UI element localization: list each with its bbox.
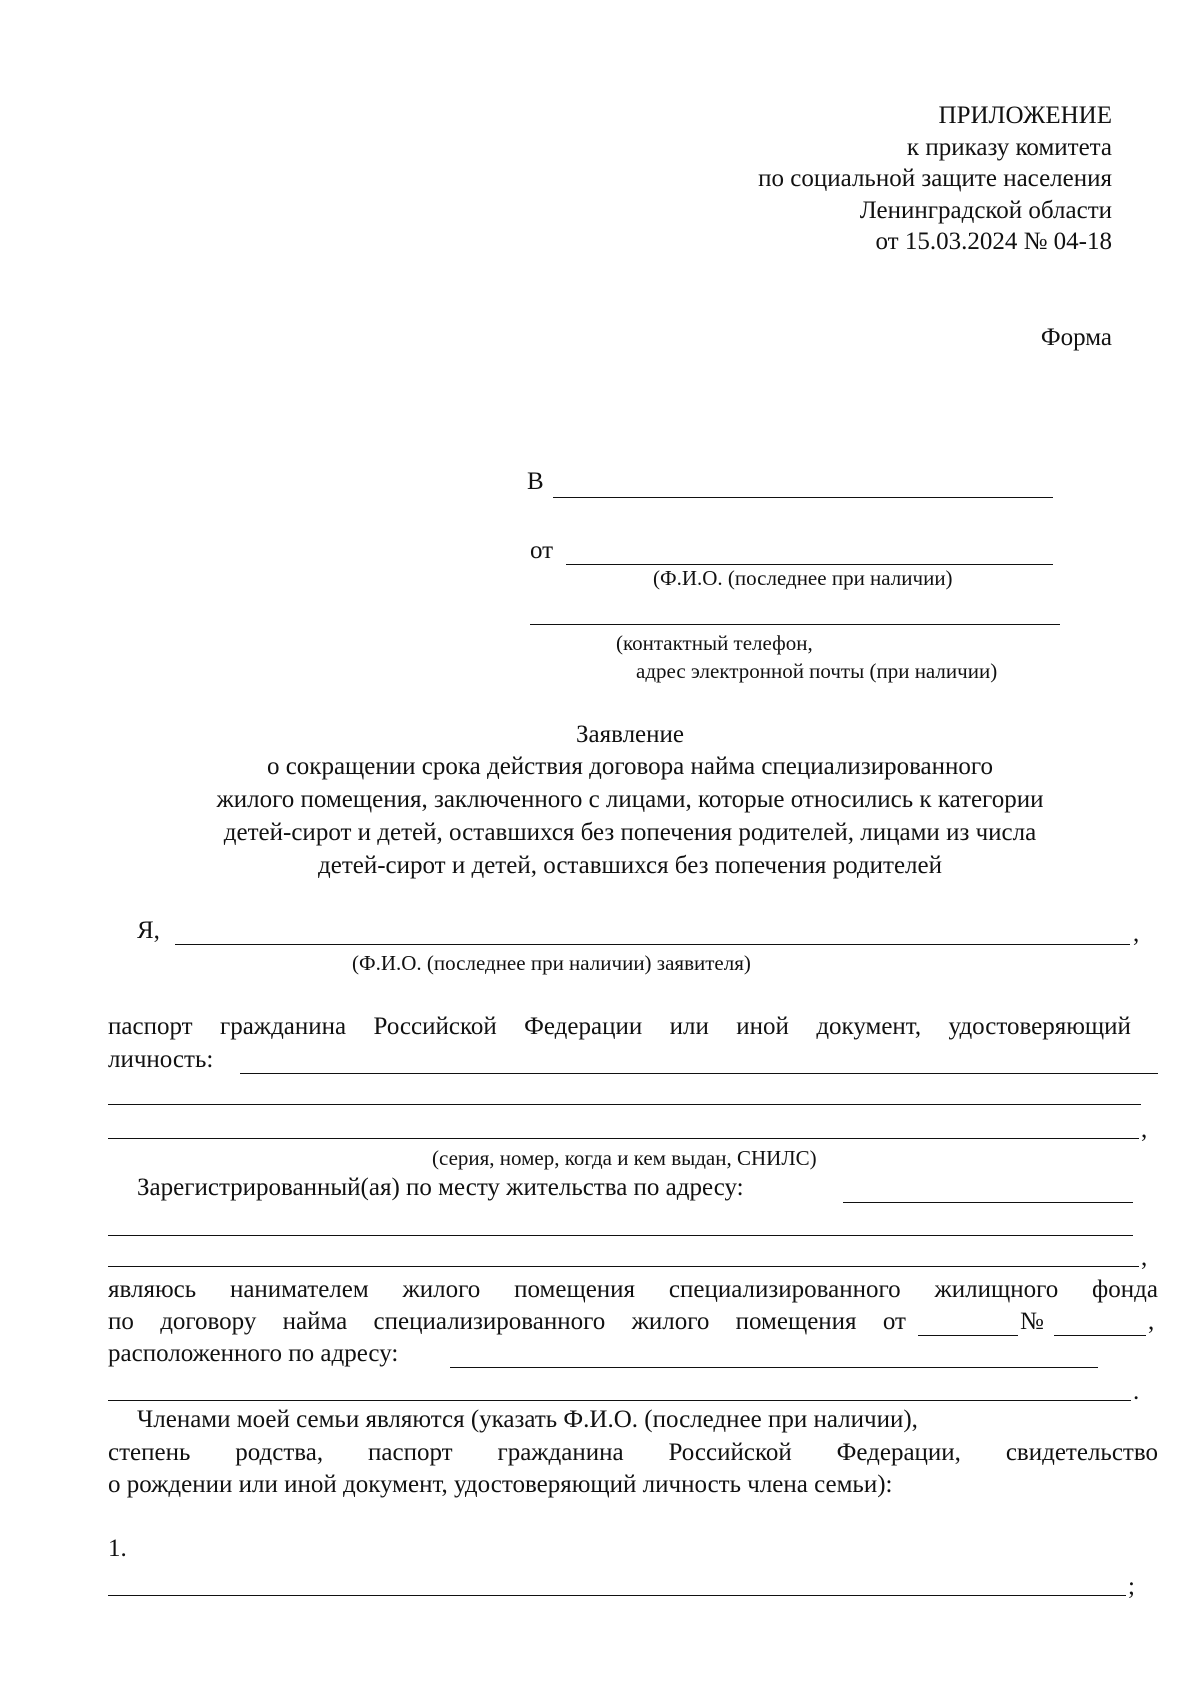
registered-comma: , bbox=[1141, 1244, 1148, 1271]
appendix-heading: ПРИЛОЖЕНИЕ bbox=[938, 102, 1112, 129]
word: фонда bbox=[1092, 1276, 1158, 1303]
located-period: . bbox=[1133, 1378, 1140, 1405]
appendix-region-line: Ленинградской области bbox=[859, 197, 1112, 224]
word: найма bbox=[282, 1308, 348, 1335]
registered-field-line-2[interactable] bbox=[108, 1235, 1133, 1236]
i-prefix: Я, bbox=[137, 917, 160, 944]
appendix-committee-line: по социальной защите населения bbox=[758, 165, 1112, 192]
family-line-2 bbox=[108, 1438, 1158, 1468]
from-fio-hint: (Ф.И.О. (последнее при наличии) bbox=[653, 566, 953, 590]
application-subject-line-2: жилого помещения, заключенного с лицами, которые относились к категории bbox=[216, 786, 1044, 813]
registered-field-line-1[interactable] bbox=[843, 1202, 1133, 1203]
word: договору bbox=[160, 1308, 257, 1335]
word: Федерации bbox=[524, 1013, 643, 1040]
identity-prefix: личность: bbox=[108, 1046, 214, 1073]
word: гражданина bbox=[497, 1439, 624, 1466]
located-field-line-1[interactable] bbox=[450, 1367, 1098, 1368]
applicant-fio-hint: (Ф.И.О. (последнее при наличии) заявителя) bbox=[352, 951, 751, 975]
word: жилищного bbox=[934, 1276, 1059, 1303]
word: помещения bbox=[735, 1308, 857, 1335]
word: Российской bbox=[668, 1439, 792, 1466]
word: являюсь bbox=[108, 1276, 197, 1303]
located-label: расположенного по адресу: bbox=[108, 1340, 399, 1367]
word: паспорт bbox=[368, 1439, 453, 1466]
identity-field-line-1[interactable] bbox=[240, 1073, 1158, 1074]
applicant-fio-line[interactable] bbox=[175, 944, 1130, 945]
word: Российской bbox=[373, 1013, 497, 1040]
family-item-number: 1. bbox=[108, 1535, 127, 1562]
word: специализированного bbox=[373, 1308, 606, 1335]
identity-field-line-3[interactable] bbox=[108, 1138, 1139, 1139]
word: удостоверяющий bbox=[948, 1013, 1131, 1040]
word: специализированного bbox=[668, 1276, 901, 1303]
registered-field-line-3[interactable] bbox=[108, 1266, 1139, 1267]
contract-line bbox=[108, 1307, 906, 1337]
contract-number-line[interactable] bbox=[1054, 1335, 1146, 1336]
word: помещения bbox=[514, 1276, 636, 1303]
passport-line bbox=[108, 1012, 1131, 1042]
word: степень bbox=[108, 1439, 191, 1466]
contract-number-sign: № bbox=[1020, 1308, 1044, 1335]
applicant-comma: , bbox=[1133, 920, 1140, 947]
word: документ, bbox=[816, 1013, 922, 1040]
word: от bbox=[882, 1308, 906, 1335]
application-subject-line-1: о сокращении срока действия договора найма специализированного bbox=[266, 753, 994, 780]
appendix-date-number: от 15.03.2024 № 04-18 bbox=[875, 228, 1112, 255]
contact-hint-phone: (контактный телефон, bbox=[616, 631, 813, 655]
word: гражданина bbox=[219, 1013, 347, 1040]
contract-comma: , bbox=[1148, 1308, 1155, 1335]
family-line-3: о рождении или иной документ, удостоверяющий личность члена семьи): bbox=[108, 1471, 893, 1498]
family-item-1-line[interactable] bbox=[108, 1595, 1126, 1596]
appendix-order-line: к приказу комитета bbox=[906, 134, 1112, 161]
family-item-semicolon: ; bbox=[1128, 1573, 1135, 1600]
word: иной bbox=[736, 1013, 789, 1040]
registered-label: Зарегистрированный(ая) по месту жительства по адресу: bbox=[137, 1174, 744, 1201]
word: свидетельство bbox=[1005, 1439, 1158, 1466]
contact-field-line[interactable] bbox=[530, 624, 1060, 625]
located-field-line-2[interactable] bbox=[108, 1400, 1131, 1401]
application-subject-line-4: детей-сирот и детей, оставшихся без попечения родителей bbox=[318, 852, 942, 879]
identity-comma: , bbox=[1141, 1116, 1148, 1143]
from-prefix: от bbox=[530, 537, 554, 564]
contact-hint-email: адрес электронной почты (при наличии) bbox=[636, 659, 998, 683]
identity-field-line-2[interactable] bbox=[108, 1104, 1141, 1105]
application-subject-line-3: детей-сирот и детей, оставшихся без попечения родителей, лицами из числа bbox=[223, 819, 1037, 846]
word: родства, bbox=[235, 1439, 324, 1466]
word: по bbox=[108, 1308, 134, 1335]
word: нанимателем bbox=[229, 1276, 369, 1303]
to-prefix: В bbox=[527, 468, 544, 495]
family-line-1: Членами моей семьи являются (указать Ф.И.О. (последнее при наличии), bbox=[137, 1406, 918, 1433]
to-field-line[interactable] bbox=[553, 497, 1053, 498]
form-label: Форма bbox=[1040, 324, 1112, 351]
word: жилого bbox=[631, 1308, 710, 1335]
passport-hint: (серия, номер, когда и кем выдан, СНИЛС) bbox=[432, 1146, 817, 1170]
word: Федерации, bbox=[836, 1439, 961, 1466]
tenant-line bbox=[108, 1275, 1158, 1305]
contract-date-line[interactable] bbox=[918, 1335, 1018, 1336]
word: паспорт bbox=[108, 1013, 193, 1040]
word: жилого bbox=[402, 1276, 481, 1303]
application-title: Заявление bbox=[575, 721, 685, 748]
word: или bbox=[669, 1013, 709, 1040]
